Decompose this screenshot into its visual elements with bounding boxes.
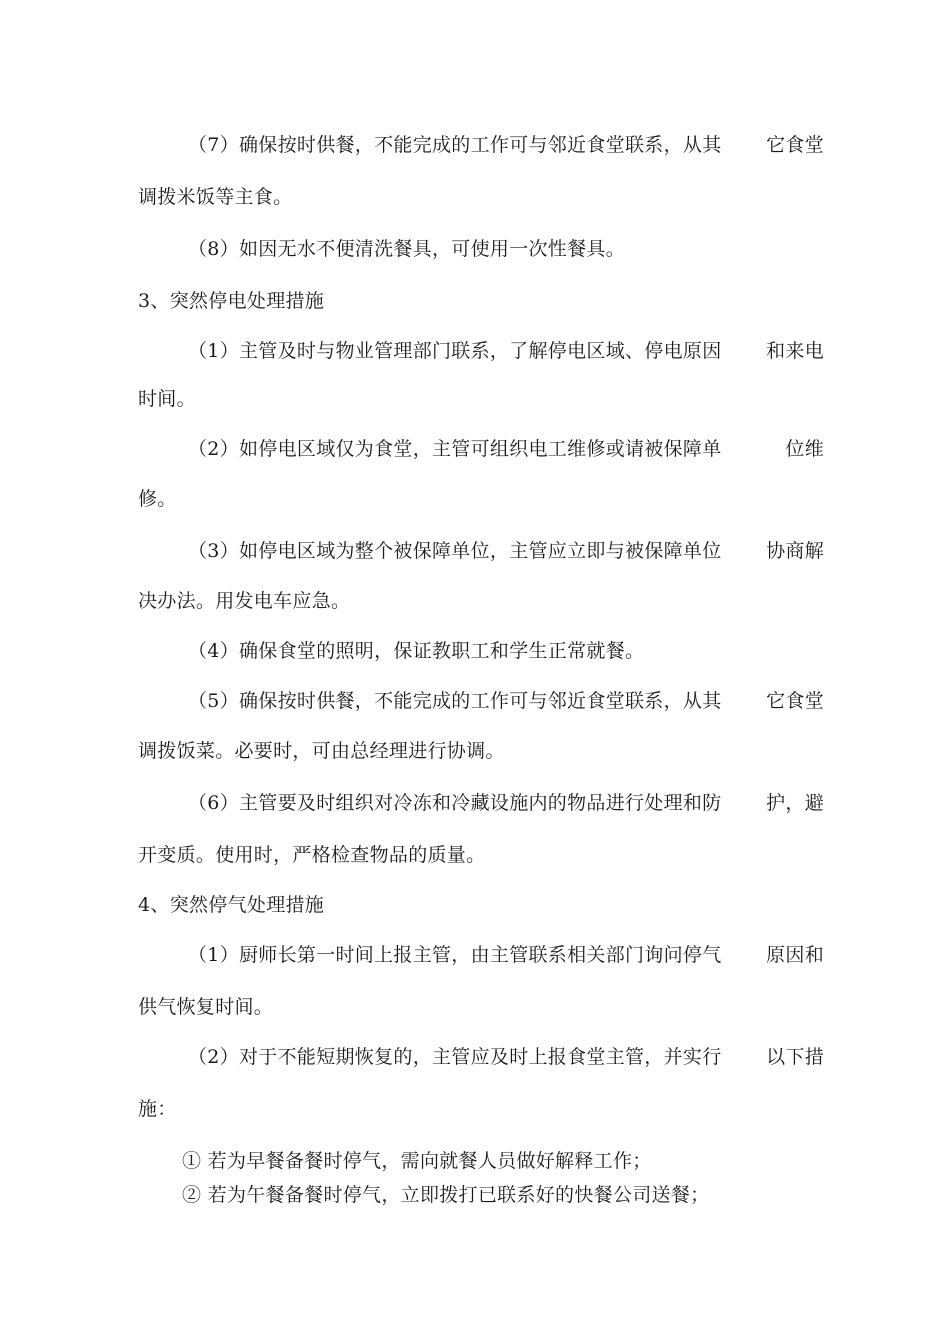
section-3-item-3-line-2: 决办法。用发电车应急。: [138, 590, 351, 612]
text-segment: （7）确保按时供餐，不能完成的工作可与邻近食堂联系，从其: [188, 134, 722, 156]
text-segment: （1）厨师长第一时间上报主管，由主管联系相关部门询问停气: [188, 944, 722, 966]
text-segment: 和来电: [766, 340, 824, 362]
section-3-item-5-line-2: 调拨饭菜。必要时，可由总经理进行协调。: [138, 740, 505, 762]
text-segment: 位维: [785, 438, 824, 460]
section-3-item-1-line-2: 时间。: [138, 388, 196, 410]
section-3-item-2-line-1: [188, 436, 824, 462]
section-3-item-1-line-1: [188, 338, 824, 364]
text-segment: （5）确保按时供餐，不能完成的工作可与邻近食堂联系，从其: [188, 690, 722, 712]
list-item-2: ② 若为午餐备餐时停气，立即拨打已联系好的快餐公司送餐；: [182, 1184, 710, 1206]
section-3-item-6-line-1: [188, 790, 824, 816]
list-item-1: ① 若为早餐备餐时停气，需向就餐人员做好解释工作；: [182, 1150, 652, 1172]
text-segment: （2）对于不能短期恢复的，主管应及时上报食堂主管，并实行: [188, 1046, 722, 1068]
section-4-item-2-line-2: 施：: [138, 1098, 177, 1120]
text-segment: 原因和: [766, 944, 824, 966]
section-4-item-1-line-1: [188, 942, 824, 968]
section-3-item-6-line-2: 开变质。使用时，严格检查物品的质量。: [138, 844, 486, 866]
section-4-heading: 4、突然停气处理措施: [138, 894, 325, 916]
text-segment: 协商解: [766, 540, 824, 562]
section-4-item-1-line-2: 供气恢复时间。: [138, 996, 274, 1018]
section-3-item-2-line-2: 修。: [138, 488, 177, 510]
text-segment: （1）主管及时与物业管理部门联系，了解停电区域、停电原因: [188, 340, 722, 362]
paragraph-7-line-1: [188, 132, 824, 158]
section-3-item-5-line-1: [188, 688, 824, 714]
text-segment: （6）主管要及时组织对冷冻和冷藏设施内的物品进行处理和防: [188, 792, 722, 814]
paragraph-7-line-2: 调拨米饭等主食。: [138, 186, 293, 208]
text-segment: 它食堂: [766, 690, 824, 712]
section-3-item-4: （4）确保食堂的照明，保证教职工和学生正常就餐。: [188, 640, 645, 662]
text-segment: 以下措: [766, 1046, 824, 1068]
section-4-item-2-line-1: [188, 1044, 824, 1070]
section-3-item-3-line-1: [188, 538, 824, 564]
text-segment: （2）如停电区域仅为食堂，主管可组织电工维修或请被保障单: [188, 438, 722, 460]
text-segment: 护，避: [766, 792, 824, 814]
section-3-heading: 3、突然停电处理措施: [138, 290, 325, 312]
text-segment: （3）如停电区域为整个被保障单位，主管应立即与被保障单位: [188, 540, 722, 562]
text-segment: 它食堂: [766, 134, 824, 156]
paragraph-8: （8）如因无水不便清洗餐具，可使用一次性餐具。: [188, 238, 625, 260]
